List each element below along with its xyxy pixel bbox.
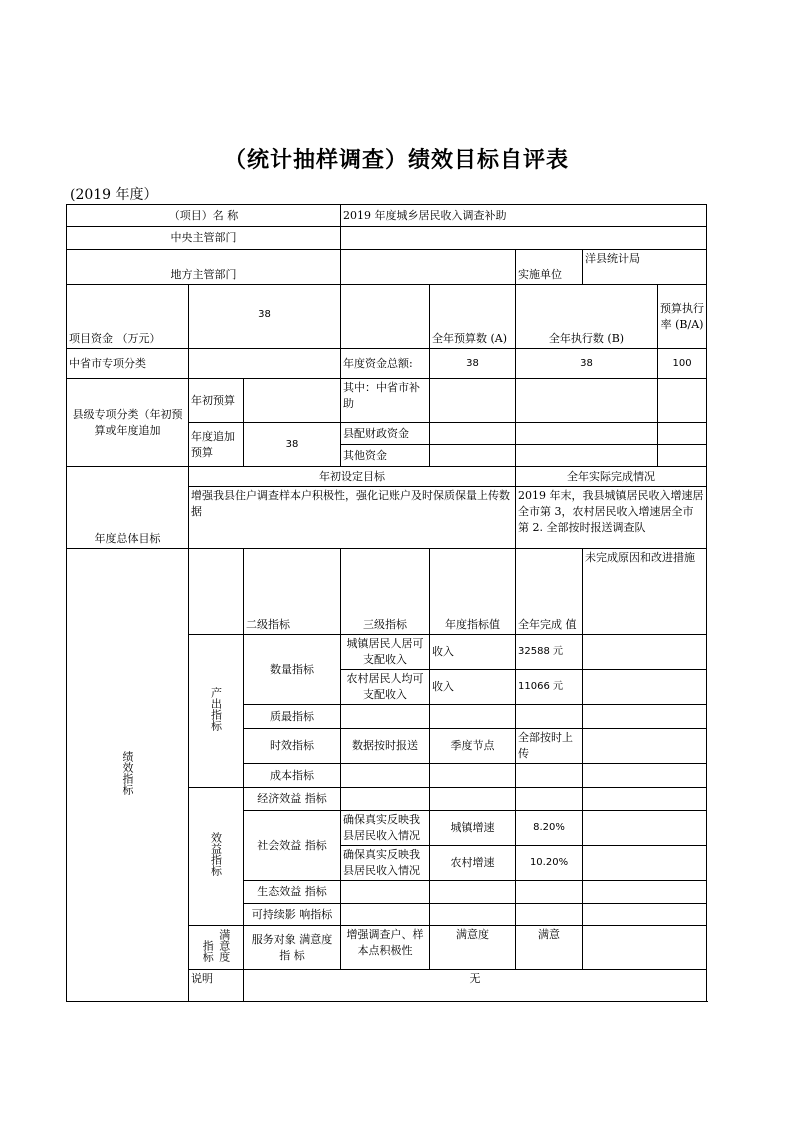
initial-target-text: 增强我县住户调查样本户积极性，强化记账户及时保质保量上传数据 [189, 487, 516, 549]
economic-label: 经济效益 指标 [244, 788, 341, 811]
level2-header: 二级指标 [244, 549, 341, 635]
funds-blank [341, 285, 430, 349]
local-dept-label: 地方主管部门 [67, 250, 341, 285]
satisfaction-left-cell [189, 926, 244, 970]
initial-target-header: 年初设定目标 [189, 467, 516, 487]
exec-rate-label: 预算执行率 (B/A) [658, 285, 707, 349]
social-label: 社会效益 指标 [244, 811, 341, 881]
rural-income-target: 收入 [430, 670, 516, 705]
quantity-label: 数量指标 [244, 635, 341, 705]
timeliness-label: 时效指标 [244, 729, 341, 764]
service-target: 满意度 [430, 926, 516, 970]
rural-income-label: 农村居民人均可支配收入 [341, 670, 430, 705]
benefit-label-cell [189, 788, 244, 926]
funds-value: 38 [189, 285, 341, 349]
service-actual: 满意 [516, 926, 583, 970]
actual-text: 2019 年末，我县城镇居民收入增速居全市第 3，农村居民收入增速居全市第 2. 全部按时报送调查队 [516, 487, 707, 549]
evaluation-table [66, 204, 707, 1002]
urban-income-label: 城镇居民人居可支配收入 [341, 635, 430, 670]
urban-income-target: 收入 [430, 635, 516, 670]
social-l3-b: 确保真实反映我县居民收入情况 [341, 846, 430, 881]
annual-total-label: 年度资金总额: [341, 349, 430, 379]
annual-total-a: 38 [430, 349, 516, 379]
impl-unit-value: 洋县统计局 [583, 250, 707, 285]
quality-label: 质最指标 [244, 705, 341, 729]
initial-budget-label: 年初预算 [189, 379, 244, 423]
budget-col-a: 全年预算数 (A) [430, 285, 516, 349]
initial-budget-value [244, 379, 341, 423]
satisfaction-left: 指标 [201, 939, 215, 962]
sustain-label: 可持续影 响指标 [244, 904, 341, 926]
impl-unit-label: 实施单位 [516, 250, 583, 285]
county-cat-label: 县级专项分类（年初预算或年度追加 [67, 379, 189, 467]
social-actual-b: 10.20% [516, 846, 583, 881]
eco-env-label: 生态效益 指标 [244, 881, 341, 904]
unfinished-header: 未完成原因和改进措施 [583, 549, 707, 635]
timeliness-target: 季度节点 [430, 729, 516, 764]
actual-header: 全年实际完成情况 [516, 467, 707, 487]
timeliness-actual: 全部按时上传 [516, 729, 583, 764]
social-target-a: 城镇增速 [430, 811, 516, 846]
service-label: 服务对象 满意度 指 标 [244, 926, 341, 970]
county-funds-label: 县配财政资金 [341, 423, 430, 445]
social-actual-a: 8.20% [516, 811, 583, 846]
perf-label: 绩效指标 [121, 750, 134, 795]
level3-header: 三级指标 [341, 549, 430, 635]
funds-label: 项目资金 （万元） [67, 285, 189, 349]
project-name-label: （项目）名 称 [67, 205, 341, 227]
special-cat-label: 中省市专项分类 [67, 349, 189, 379]
year-label: (2019 年度） [70, 187, 158, 203]
satisfaction-mid: 满意度 [217, 928, 231, 962]
exec-col-b: 全年执行数 (B) [516, 285, 658, 349]
annual-total-rate: 100 [658, 349, 707, 379]
local-dept-value [341, 250, 516, 285]
target-value-header: 年度指标值 [430, 549, 516, 635]
page-title: （统计抽样调查）绩效目标自评表 [223, 147, 569, 173]
other-funds-label: 其他资金 [341, 445, 430, 467]
output-label-cell [189, 635, 244, 788]
timeliness-l3: 数据按时报送 [341, 729, 430, 764]
social-target-b: 农村增速 [430, 846, 516, 881]
annual-total-b: 38 [516, 349, 658, 379]
project-name-value: 2019 年度城乡居民收入调查补助 [341, 205, 707, 227]
special-cat-value [189, 349, 341, 379]
added-budget-value: 38 [244, 423, 341, 467]
actual-value-header: 全年完成 值 [516, 549, 583, 635]
service-l3: 增强调查户、样本点积极性 [341, 926, 430, 970]
cost-label: 成本指标 [244, 764, 341, 788]
of-which-label: 其中：中省市补助 [341, 379, 430, 423]
output-label: 产出指标 [209, 686, 223, 731]
rural-income-actual: 11066 元 [516, 670, 583, 705]
annual-target-label: 年度总体目标 [67, 467, 189, 549]
added-budget-label: 年度追加预算 [189, 423, 244, 467]
note-value: 无 [244, 970, 707, 1002]
central-dept-label: 中央主管部门 [67, 227, 341, 250]
urban-income-actual: 32588 元 [516, 635, 583, 670]
social-l3-a: 确保真实反映我县居民收入情况 [341, 811, 430, 846]
benefit-label: 效益指标 [209, 832, 223, 876]
central-dept-value [341, 227, 707, 250]
perf-label-cell [67, 549, 189, 1002]
note-label: 说明 [189, 970, 244, 1002]
